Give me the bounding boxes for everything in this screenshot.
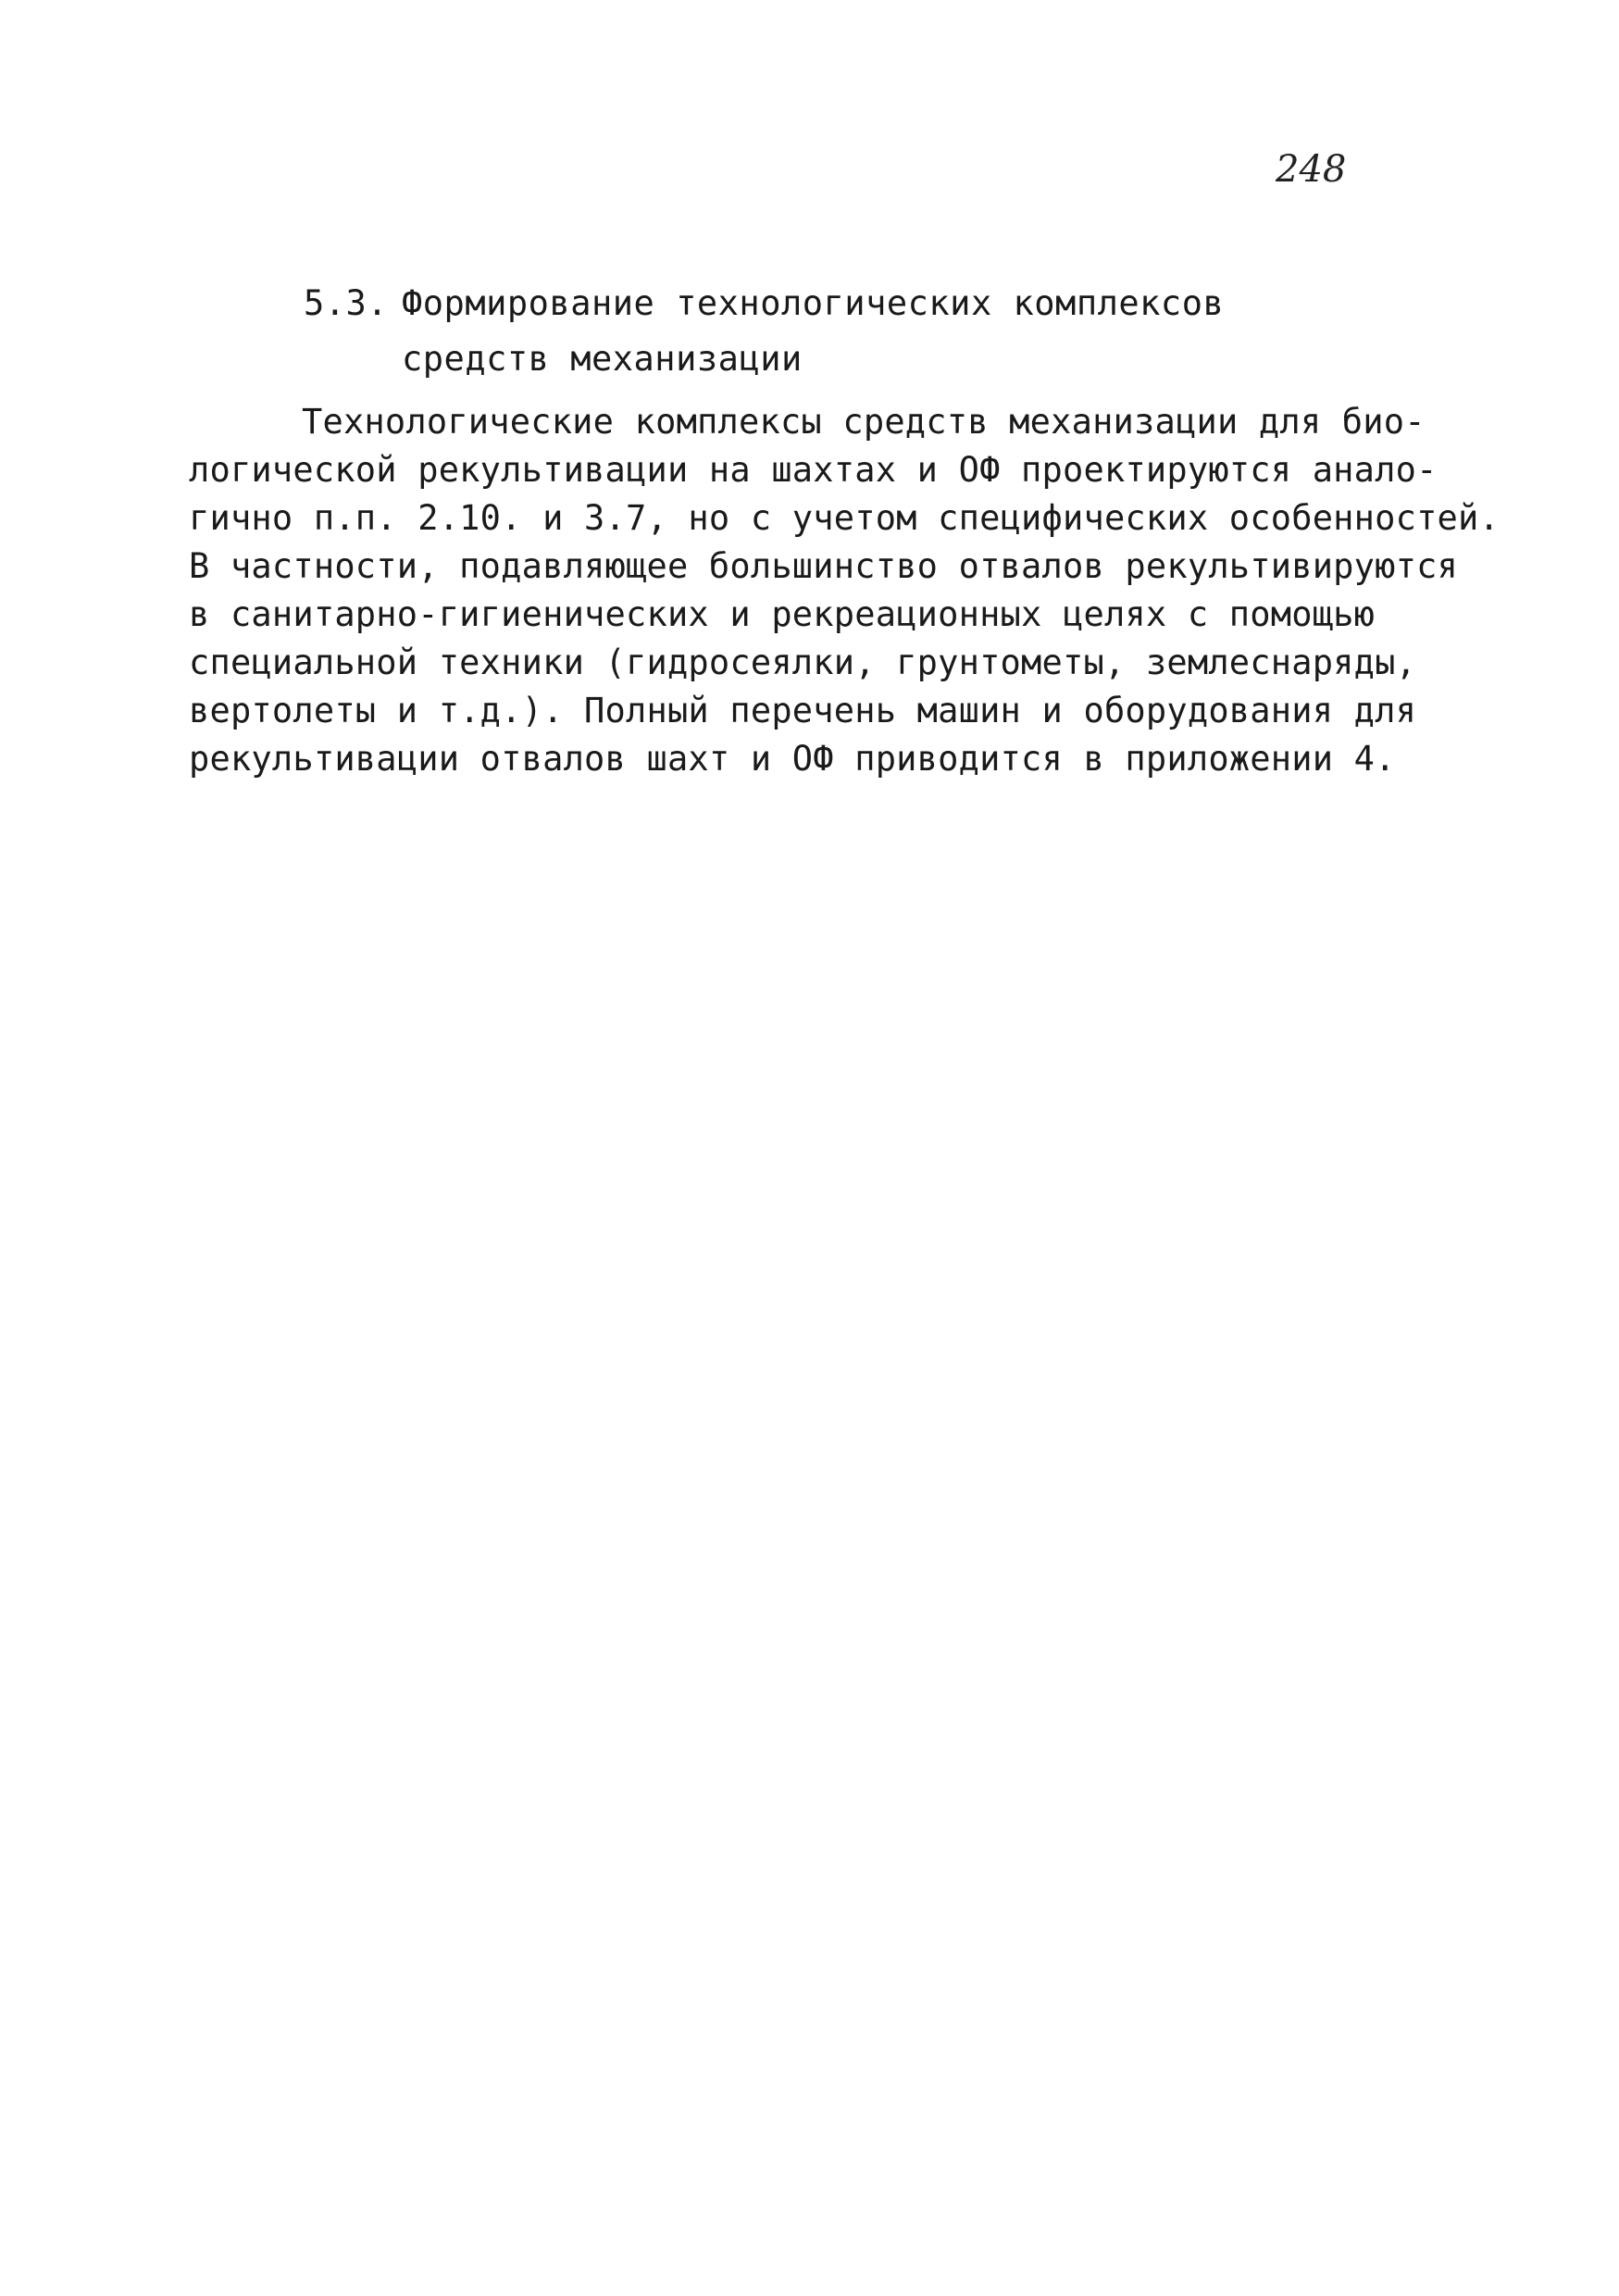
paragraph-line: логической рекультивации на шахтах и ОФ проектируются анало-: [189, 450, 1438, 490]
section-heading: [304, 276, 1224, 387]
paragraph-line: рекультивации отвалов шахт и ОФ приводится в приложении 4.: [189, 739, 1396, 779]
section-title-line-2: средств механизации: [402, 339, 803, 379]
paragraph-line: В частности, подавляющее большинство отвалов рекультивируются: [189, 546, 1459, 586]
section-number: 5.3.: [304, 283, 389, 323]
paragraph: [189, 398, 1500, 783]
paragraph-line: специальной техники (гидросеялки, грунтометы, землеснаряды,: [189, 643, 1417, 682]
page-number: 248: [1276, 148, 1347, 191]
paragraph-line: гично п.п. 2.10. и 3.7, но с учетом специфических особенностей.: [189, 498, 1500, 538]
paragraph-line: в санитарно-гигиенических и рекреационных целях с помощью: [189, 594, 1376, 634]
paragraph-line: вертолеты и т.д.). Полный перечень машин и оборудования для: [189, 691, 1417, 730]
section-title-line-1: Формирование технологических комплексов: [402, 283, 1225, 323]
paragraph-line: Технологические комплексы средств механизации для био-: [302, 402, 1426, 442]
